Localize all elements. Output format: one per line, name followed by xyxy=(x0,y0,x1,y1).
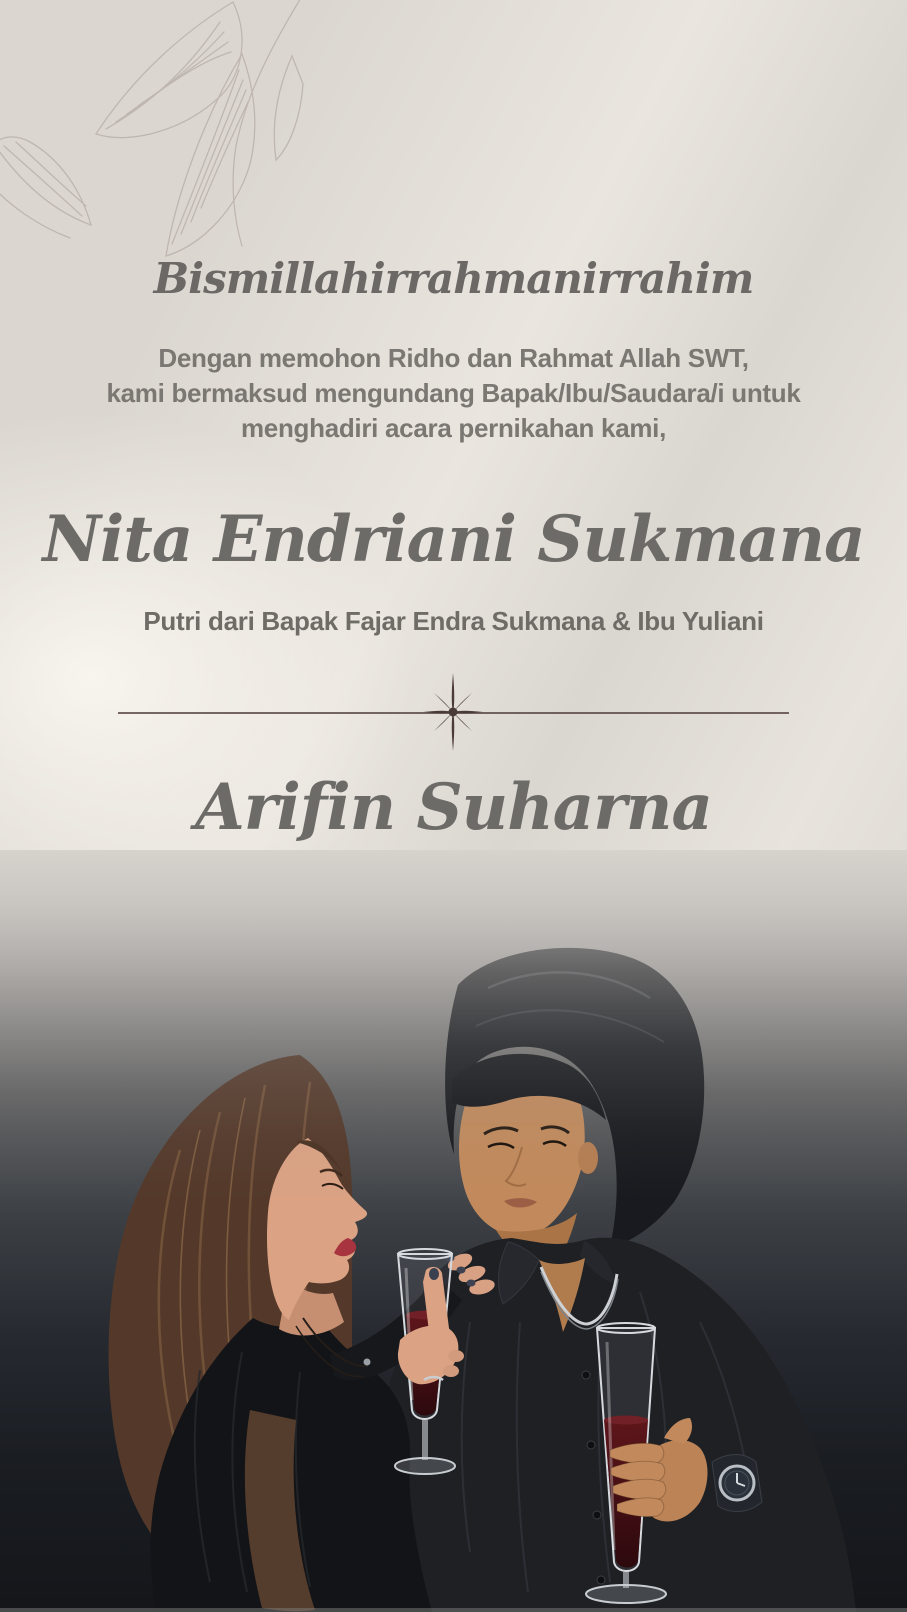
leaf-line-art-icon xyxy=(0,0,320,274)
opening-line: menghadiri acara pernikahan kami, xyxy=(240,413,667,443)
couple-photo xyxy=(0,850,907,1612)
opening-paragraph xyxy=(0,341,907,446)
photo-bottom-edge xyxy=(0,1608,907,1612)
bride-name: Nita Endriani Sukmana xyxy=(42,502,865,577)
sparkle-star-icon xyxy=(421,672,485,752)
photo-top-fade xyxy=(0,850,907,1612)
groom-name: Arifin Suharna xyxy=(195,770,712,845)
bride-parents-text: Putri dari Bapak Fajar Endra Sukmana & Ibu Yuliani xyxy=(143,606,764,636)
opening-line: kami bermaksud mengundang Bapak/Ibu/Saudara/i untuk xyxy=(106,378,801,408)
bismillah-text: Bismillahirrahmanirrahim xyxy=(153,254,754,303)
opening-line: Dengan memohon Ridho dan Rahmat Allah SWT, xyxy=(158,343,749,373)
